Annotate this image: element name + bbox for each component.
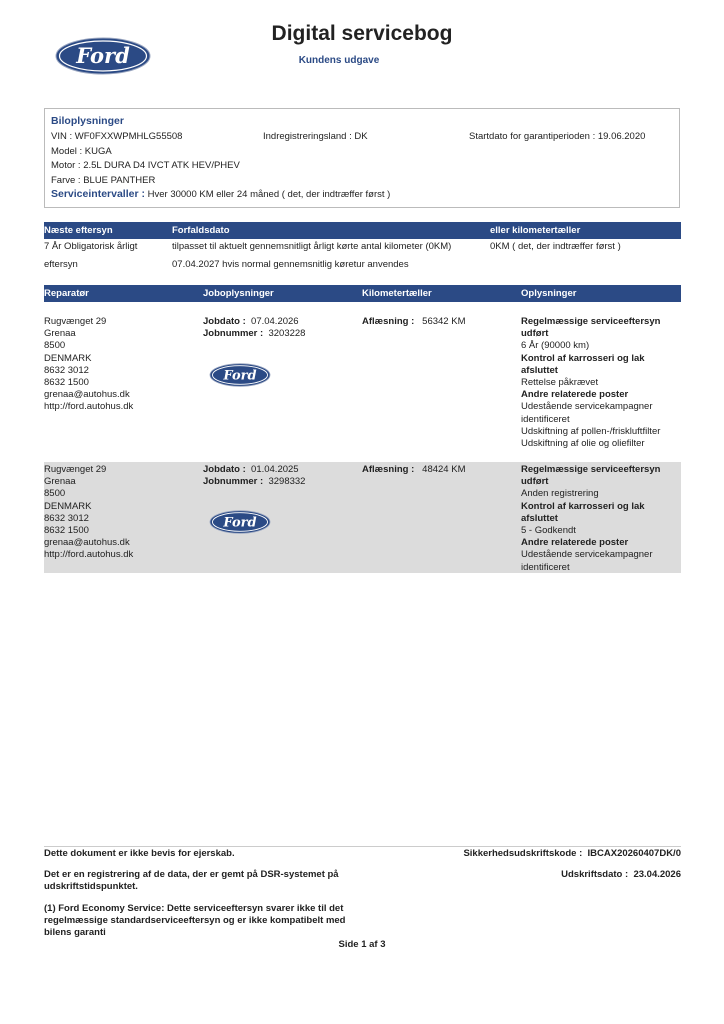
job-number-row: Jobnummer : 3298332: [203, 476, 306, 487]
page-subtitle: Kundens udgave: [298, 55, 380, 66]
svg-text:Ford: Ford: [223, 368, 257, 384]
svg-text:Ford: Ford: [76, 43, 130, 68]
interval-row: [51, 188, 390, 200]
vin-label: VIN :: [51, 131, 73, 142]
vehicle-heading: Biloplysninger: [51, 115, 124, 127]
col-job: Joboplysninger: [203, 288, 274, 299]
col-due-date: Forfaldsdato: [172, 225, 230, 236]
warranty-label: Startdato for garantiperioden :: [469, 131, 596, 142]
vehicle-info-box: [44, 108, 680, 208]
model-row: [51, 146, 112, 157]
country-label: Indregistreringsland :: [263, 131, 352, 142]
motor-label: Motor :: [51, 160, 81, 171]
vin-value: WF0FXXWPMHLG55508: [74, 131, 183, 142]
next-service-type-cont: eftersyn: [44, 259, 78, 270]
security-code: Sikkerhedsudskriftskode : IBCAX20260407DK/0: [463, 848, 681, 859]
warranty-value: 19.06.2020: [597, 131, 646, 142]
interval-value: Hver 30000 KM eller 24 måned ( det, der indtræffer først ): [147, 189, 391, 200]
country-row: [263, 131, 368, 142]
color-value: BLUE PANTHER: [83, 175, 156, 186]
next-service-due: tilpasset til aktuelt gennemsnitligt årligt kørte antal kilometer (0KM): [172, 241, 452, 252]
interval-label: Serviceintervaller :: [51, 188, 145, 200]
col-info: Oplysninger: [521, 288, 577, 299]
footer-divider: [44, 846, 681, 847]
economy-note: (1) Ford Economy Service: Dette serviceeftersyn svarer ikke til det regelmæssige standardserviceeftersyn og er ikke kompatibelt med bilens garanti: [44, 903, 346, 938]
vin-row: [51, 131, 182, 142]
ownership-note: Dette dokument er ikke bevis for ejerskab.: [44, 848, 235, 859]
ford-logo: [209, 510, 271, 534]
color-row: [51, 175, 155, 186]
model-label: Model :: [51, 146, 83, 157]
page-title: Digital servicebog: [271, 22, 453, 45]
motor-row: [51, 160, 240, 171]
country-value: DK: [354, 131, 368, 142]
job-date-row: Jobdato : 01.04.2025: [203, 464, 299, 475]
col-dealer: Reparatør: [44, 288, 89, 299]
page-number: Side 1 af 3: [338, 939, 386, 950]
svg-text:Ford: Ford: [223, 515, 257, 531]
col-odometer: Kilometertæller: [362, 288, 432, 299]
service-info: Regelmæssige serviceeftersyn udført Anden registrering Kontrol af karrosseri og lak afsluttet 5 - Godkendt Andre relaterede poster Udestående servicekampagner identificeret: [521, 464, 661, 573]
odometer-reading: Aflæsning : 56342 KM: [362, 316, 466, 327]
next-service-km: 0KM ( det, der indtræffer først ): [490, 241, 621, 252]
next-service-type: 7 År Obligatorisk årligt: [44, 241, 138, 252]
col-km: eller kilometertæller: [490, 225, 581, 236]
history-header: [44, 285, 681, 302]
dsr-note: Det er en registrering af de data, der er gemt på DSR-systemet på udskriftstidspunktet.: [44, 869, 339, 892]
dealer-address: Rugvænget 29 Grenaa 8500 DENMARK 8632 3012 8632 1500 grenaa@autohus.dk http://ford.autohus.dk: [44, 316, 134, 413]
dealer-address: Rugvænget 29 Grenaa 8500 DENMARK 8632 3012 8632 1500 grenaa@autohus.dk http://ford.autohus.dk: [44, 464, 134, 561]
job-date-row: Jobdato : 07.04.2026: [203, 316, 299, 327]
model-value: KUGA: [84, 146, 112, 157]
color-label: Farve :: [51, 175, 81, 186]
warranty-row: [469, 131, 645, 142]
motor-value: 2.5L DURA D4 IVCT ATK HEV/PHEV: [83, 160, 240, 171]
col-next-service: Næste eftersyn: [44, 225, 113, 236]
odometer-reading: Aflæsning : 48424 KM: [362, 464, 466, 475]
next-service-due-cont: 07.04.2027 hvis normal gennemsnitlig køretur anvendes: [172, 259, 409, 270]
job-number-row: Jobnummer : 3203228: [203, 328, 306, 339]
service-info: Regelmæssige serviceeftersyn udført 6 År (90000 km) Kontrol af karrosseri og lak afsluttet Rettelse påkrævet Andre relaterede poster Udestående servicekampagner identificeret Udskiftning af pollen-/friskluftfilter Udskiftning af olie og oliefilter: [521, 316, 661, 450]
next-service-header: [44, 222, 681, 239]
ford-logo: [209, 363, 271, 387]
print-date: Udskriftsdato : 23.04.2026: [561, 869, 681, 880]
